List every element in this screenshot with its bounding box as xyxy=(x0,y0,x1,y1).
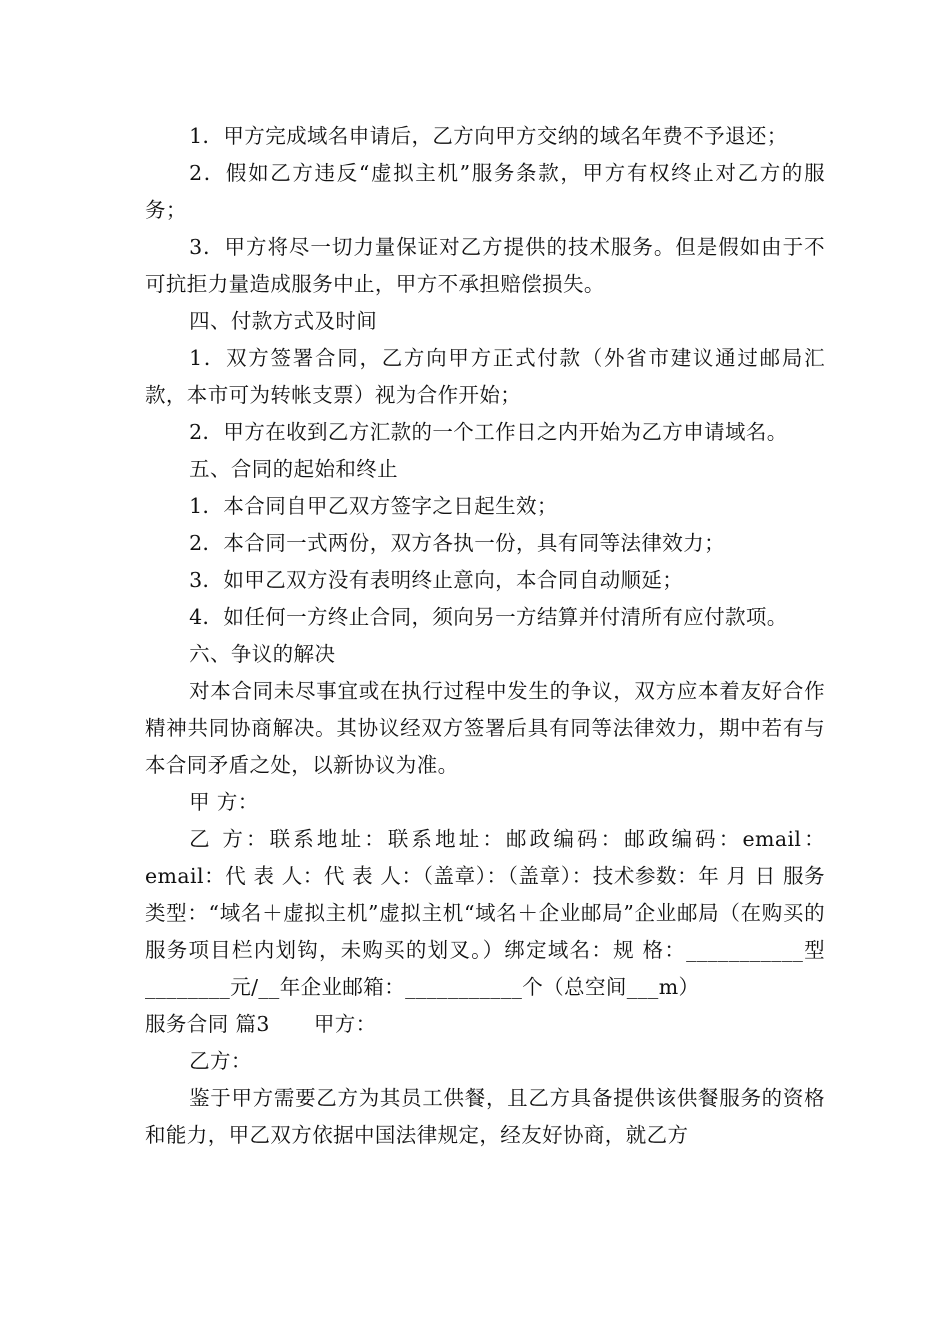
party-b-label: 乙方： xyxy=(189,1049,252,1073)
contract-title: 服务合同 篇3 xyxy=(145,1012,270,1036)
preamble-paragraph: 鉴于甲方需要乙方为其员工供餐，且乙方具备提供该供餐服务的资格和能力，甲乙双方依据中国法律规定，经友好协商，就乙方 xyxy=(145,1086,825,1147)
document-body xyxy=(145,118,825,1154)
clause-paragraph: 对本合同未尽事宜或在执行过程中发生的争议，双方应本着友好合作精神共同协商解决。其协议经双方签署后具有同等法律效力，期中若有与本合同矛盾之处，以新协议为准。 xyxy=(145,679,825,777)
contract-heading-line xyxy=(145,1006,825,1043)
party-a-label: 甲方： xyxy=(313,1012,377,1036)
signature-details: 乙 方：联系地址：联系地址：邮政编码：邮政编码：email：email：代 表 人：代 表 人：（盖章）：（盖章）：技术参数：年 月 日 服务类型：“域名＋虚拟主机”虚拟主机“域名＋企业邮局”企业邮局（在购买的服务项目栏内划钩，未购买的划叉。）绑定域名：规 格：___________型________元/__年企业邮箱：___________个（总空间___m） xyxy=(145,827,825,999)
clause-paragraph: 2．本合同一式两份，双方各执一份，具有同等法律效力； xyxy=(189,531,726,555)
clause-paragraph: 3．如甲乙双方没有表明终止意向，本合同自动顺延； xyxy=(189,568,684,592)
clause-paragraph: 2．甲方在收到乙方汇款的一个工作日之内开始为乙方申请域名。 xyxy=(189,420,788,444)
section-heading: 五、合同的起始和终止 xyxy=(189,457,399,481)
section-heading: 六、争议的解决 xyxy=(189,642,336,666)
clause-paragraph: 1．本合同自甲乙双方签字之日起生效； xyxy=(189,494,558,518)
clause-paragraph: 3．甲方将尽一切力量保证对乙方提供的技术服务。但是假如由于不可抗拒力量造成服务中止，甲方不承担赔偿损失。 xyxy=(145,235,825,296)
section-heading: 四、付款方式及时间 xyxy=(189,309,378,333)
clause-paragraph: 2．假如乙方违反“虚拟主机”服务条款，甲方有权终止对乙方的服务； xyxy=(145,161,825,222)
clause-paragraph: 1．双方签署合同，乙方向甲方正式付款（外省市建议通过邮局汇款，本市可为转帐支票）视为合作开始； xyxy=(145,346,825,407)
clause-paragraph: 1．甲方完成域名申请后，乙方向甲方交纳的域名年费不予退还； xyxy=(189,124,788,148)
signature-party-a: 甲 方： xyxy=(189,790,259,814)
clause-paragraph: 4．如任何一方终止合同，须向另一方结算并付清所有应付款项。 xyxy=(189,605,788,629)
